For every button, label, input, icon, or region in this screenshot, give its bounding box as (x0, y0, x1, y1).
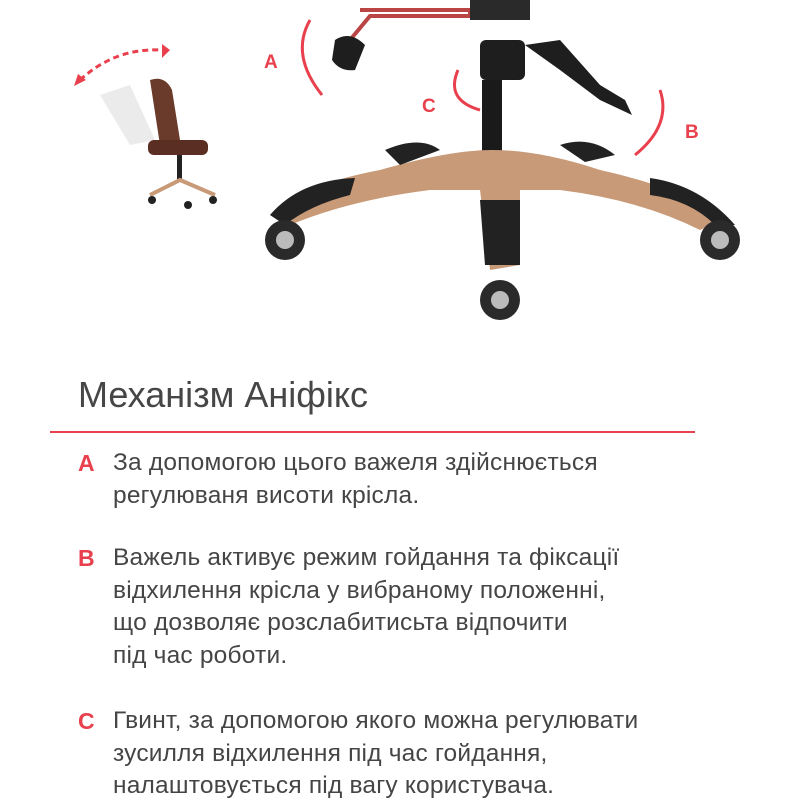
description-line: Важель активує режим гойдання та фіксації (113, 544, 620, 571)
chair-mechanism-illustration (0, 0, 800, 340)
description-line: налаштовується під вагу користувача. (113, 772, 555, 799)
description-line: За допомогою цього важеля здійснюється (113, 449, 598, 476)
tilt-chair-thumbnail (74, 44, 217, 209)
feature-description (113, 447, 598, 512)
feature-item-a (78, 447, 758, 512)
description-line: відхилення крісла у вибраному положенні, (113, 576, 606, 604)
feature-letter: B (78, 545, 95, 571)
label-a: A (264, 52, 278, 73)
title-divider (50, 431, 695, 433)
description-line: Гвинт, за допомогою якого можна регулювати (113, 707, 639, 734)
description-line: під час роботи. (113, 641, 288, 669)
feature-item-b (78, 542, 758, 672)
feature-letter: A (78, 450, 95, 476)
description-line: що дозволяє розслабитисьта відпочити (113, 609, 568, 636)
chair-base (265, 0, 740, 320)
feature-letter: C (78, 708, 95, 734)
feature-item-c (78, 705, 758, 803)
label-c: C (422, 96, 436, 117)
feature-description (113, 705, 638, 803)
label-b: B (685, 122, 699, 143)
feature-description (113, 542, 619, 672)
section-title: Механізм Аніфікс (78, 374, 369, 415)
description-line: зусилля відхилення під час гойдання, (113, 739, 548, 767)
description-line: регулюваня висоти крісла. (113, 481, 420, 509)
